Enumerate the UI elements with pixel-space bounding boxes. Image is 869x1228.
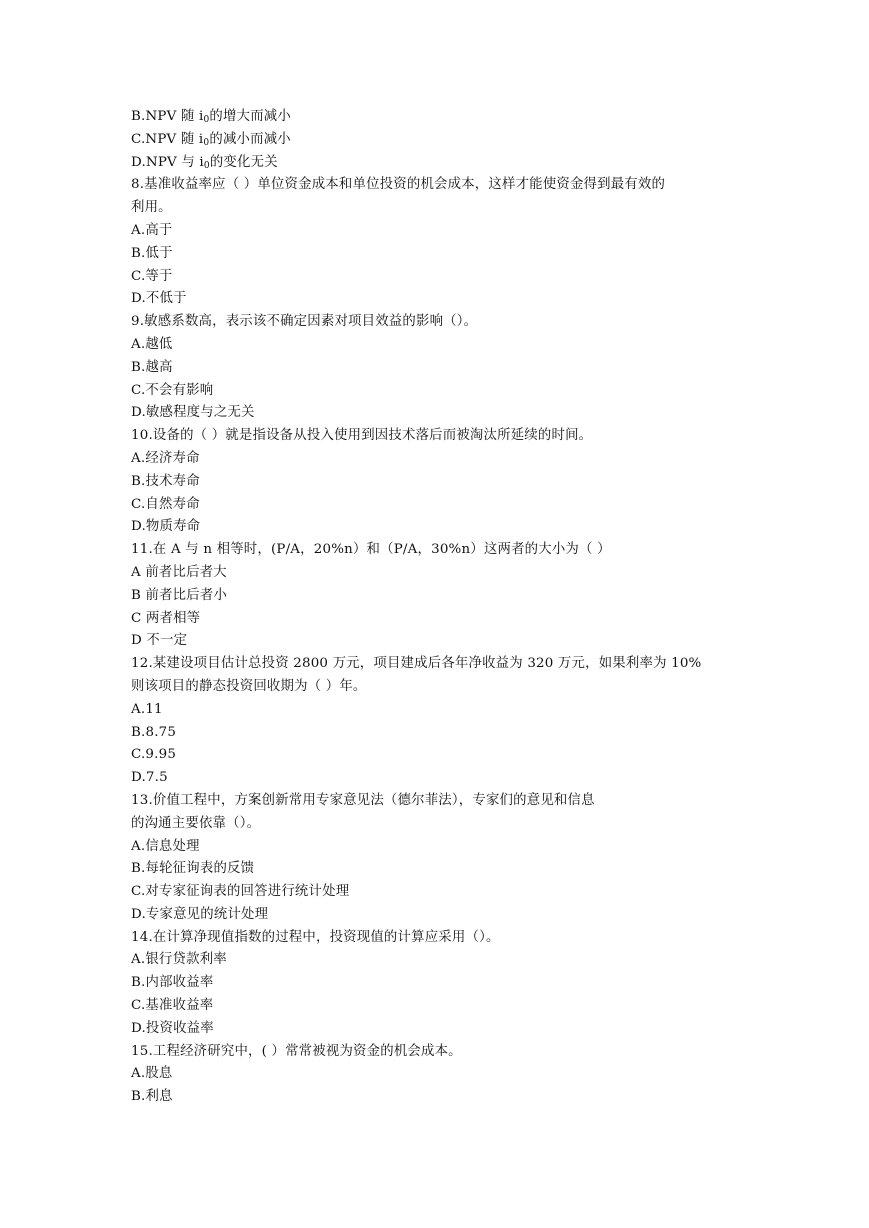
option-line: B.8.75 [131,724,177,740]
option-line: D.7.5 [131,770,168,786]
option-line: A.银行贷款利率 [131,952,227,968]
option-line: A.信息处理 [131,838,200,854]
option-line: B 前者比后者小 [131,587,228,603]
question-13-text: 13.价值工程中，方案创新常用专家意见法（德尔菲法），专家们的意见和信息 [131,792,595,808]
option-line: D.专家意见的统计处理 [131,906,269,922]
option-line: D.NPV 与 $i_0$的变化无关 [131,154,278,171]
option-line: C.等于 [131,268,173,284]
option-line: D.投资收益率 [131,1020,214,1036]
option-line: A.股息 [131,1066,173,1082]
option-line: B.NPV 随 $i_0$的增大而减小 [131,109,291,125]
question-13-text-cont: 的沟通主要依靠（）。 [131,815,261,831]
option-line: A.越低 [131,336,173,352]
option-line: B.利息 [131,1089,173,1105]
question-10-text: 10.设备的（ ）就是指设备从投入使用到因技术落后而被淘汰所延续的时间。 [131,428,593,444]
question-12-text-cont: 则该项目的静态投资回收期为（ ）年。 [131,678,367,694]
question-11-text: 11.在 A 与 n 相等时，(P/A，20%n）和（P/A，30%n）这两者的大小为（ ） [131,542,611,558]
option-line: B.技术寿命 [131,473,200,489]
option-line: C 两者相等 [131,610,201,626]
option-line: D.敏感程度与之无关 [131,405,255,421]
question-9-text: 9.敏感系数高，表示该不确定因素对项目效益的影响（）。 [131,314,478,330]
option-line: A.高于 [131,222,173,238]
option-line: C.基准收益率 [131,998,214,1014]
question-14-text: 14.在计算净现值指数的过程中，投资现值的计算应采用（）。 [131,929,500,945]
question-12-text: 12.某建设项目估计总投资 2800 万元，项目建成后各年净收益为 320 万元，如果利率为 10% [131,656,702,672]
option-line: A 前者比后者大 [131,564,227,580]
option-line: C.不会有影响 [131,382,214,398]
option-line: B.每轮征询表的反馈 [131,861,255,877]
question-15-text: 15.工程经济研究中，( ）常常被视为资金的机会成本。 [131,1043,462,1059]
question-8-text-cont: 利用。 [131,200,172,216]
option-line: A.经济寿命 [131,450,200,466]
option-line: B.越高 [131,359,173,375]
document-body [131,106,741,1109]
option-line: D 不一定 [131,633,188,649]
option-line: B.低于 [131,245,173,261]
option-line: B.内部收益率 [131,975,214,991]
option-line: C.自然寿命 [131,496,200,512]
option-line: C.9.95 [131,747,177,763]
option-line: D.不低于 [131,291,187,307]
question-8-text: 8.基准收益率应（ ）单位资金成本和单位投资的机会成本，这样才能使资金得到最有效的 [131,177,666,193]
option-line: A.11 [131,701,163,717]
option-line: D.物质寿命 [131,519,201,535]
option-line: C.NPV 随 $i_0$的减小而减小 [131,131,291,148]
option-line: C.对专家征询表的回答进行统计处理 [131,884,350,900]
